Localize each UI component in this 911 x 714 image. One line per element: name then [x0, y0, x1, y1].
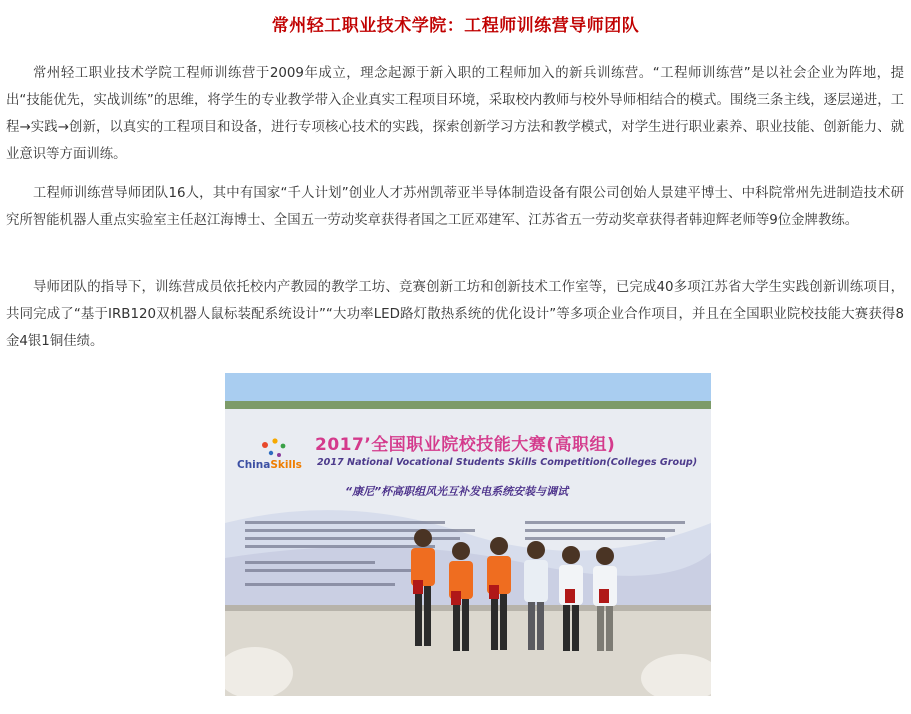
banner-event: “康尼”杯高职组风光互补发电系统安装与调试	[345, 485, 569, 498]
logo-text-skills: Skills	[270, 459, 302, 471]
banner-title: 2017’全国职业院校技能大赛(高职组)	[315, 435, 616, 455]
photo-scene	[225, 373, 711, 696]
competition-photo	[225, 373, 711, 696]
chinaskills-logo	[237, 459, 302, 471]
logo-text-china: China	[237, 459, 271, 471]
article-title: 常州轻工职业技术学院：工程师训练营导师团队	[271, 16, 640, 36]
paragraph-team: 工程师训练营导师团队16人，其中有国家“千人计划”创业人才苏州凯蒂亚半导体制造设备有限公司创始人景建平博士、中科院常州先进制造技术研究所智能机器人重点实验室主任赵江海博士、全国五一劳动奖章获得者国之工匠邓建军、江苏省五一劳动奖章获得者韩迎辉老师等9位金牌教练。	[6, 186, 904, 228]
paragraph-intro: 常州轻工职业技术学院工程师训练营于2009年成立，理念起源于新入职的工程师加入的新兵训练营。“工程师训练营”是以社会企业为阵地，提出“技能优先，实战训练”的思维，将学生的专业教学带入企业真实工程项目环境，采取校内教师与校外导师相结合的模式。围绕三条主线，逐层递进，工程→实践→创新，以真实的工程项目和设备，进行专项核心技术的实践，探索创新学习方法和教学模式，对学生进行职业素养、职业技能、创新能力、就业意识等方面训练。	[6, 66, 904, 162]
paragraph-achievements: 导师团队的指导下，训练营成员依托校内产教园的教学工坊、竞赛创新工坊和创新技术工作室等，已完成40多项江苏省大学生实践创新训练项目，共同完成了“基于IRB120双机器人鼠标装配系统设计”“大功率LED路灯散热系统的优化设计”等多项企业合作项目，并且在全国职业院校技能大赛获得8金4银1铜佳绩。	[6, 280, 904, 349]
banner-subtitle: 2017 National Vocational Students Skills Competition(Colleges Group)	[317, 457, 698, 468]
